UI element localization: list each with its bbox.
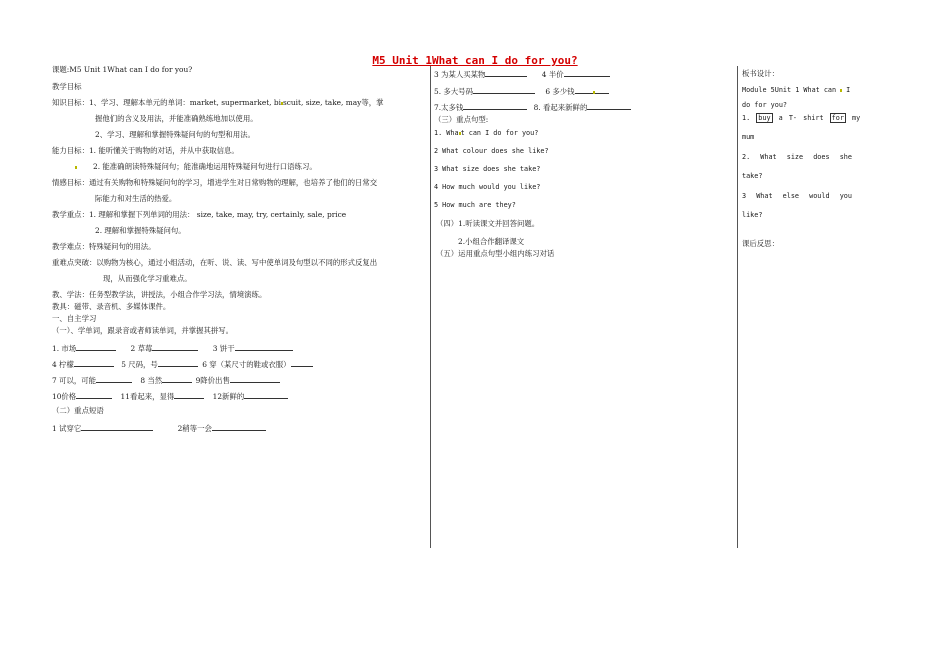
blank-line	[76, 344, 116, 351]
blank-line	[152, 344, 198, 351]
sentence-2: 2 What colour does she like?	[434, 147, 549, 155]
word-row-3	[52, 376, 280, 384]
emotion-goal-line-1: 情感目标：通过有关购物和特殊疑问句的学习，增进学生对日常购物的理解，也培养了他们的日常交	[52, 178, 378, 187]
blank-line	[158, 360, 198, 367]
word-item: 8 当然	[140, 376, 163, 385]
emotion-goal-line-2: 际能力和对生活的热爱。	[95, 194, 177, 203]
key-points-line-1: 教学重点：1. 理解和掌握下列单词的用法： size, take, may, try, certainly, sale, price	[52, 210, 347, 219]
phrase-row-1	[52, 424, 266, 432]
board-line-4: mum	[742, 133, 755, 141]
word-item: 4 柠檬	[52, 360, 74, 369]
word-row-1	[52, 344, 293, 352]
board-text: size	[786, 153, 804, 161]
blank-line	[81, 424, 153, 431]
reflection-heading: 课后反思：	[742, 239, 779, 248]
board-text: 2.	[742, 153, 751, 161]
board-text: would	[809, 192, 830, 200]
board-text: she	[839, 153, 852, 161]
ink-dot	[840, 89, 842, 92]
board-text: What	[760, 153, 777, 161]
blank-line	[485, 70, 527, 77]
phrase-item: 4 半价	[541, 70, 564, 79]
word-row-4	[52, 392, 288, 400]
blank-line	[587, 103, 631, 110]
board-text: does	[813, 153, 830, 161]
sentence-text-b: t can I do for you?	[460, 129, 539, 137]
board-line-8: like?	[742, 211, 763, 219]
difficult-points: 教学难点：特殊疑问句的用法。	[52, 242, 156, 251]
blank-line	[291, 360, 313, 367]
board-text: my	[852, 114, 861, 122]
word-row-2	[52, 360, 313, 368]
phrase-row-4	[434, 103, 631, 111]
board-line-3	[742, 115, 860, 122]
key-sentences-heading: （三）重点句型:	[434, 115, 489, 124]
word-study-instruction: （一）、学单词，跟录音或者师读单词，并掌握其拼写。	[52, 326, 234, 335]
board-text: What	[756, 192, 773, 200]
blank-line	[174, 392, 204, 399]
lesson-topic: 课题:M5 Unit 1What can I do for you?	[52, 65, 193, 74]
word-item: 11看起来，显得	[120, 392, 175, 401]
ability-goal-line-2	[75, 163, 317, 170]
dialogue-practice-task: （五）运用重点句型小组内练习对话	[436, 249, 555, 258]
sentence-5: 5 How much are they?	[434, 201, 516, 209]
breakthrough-line-1: 重难点突破：以购物为核心，通过小组活动，在听、说、读、写中使单词及句型以不同的形式反复出	[52, 258, 378, 267]
word-item: 7 可以，可能	[52, 376, 97, 385]
ability-goal-line-1: 能力目标：1. 能听懂关于购物的对话，并从中获取信息。	[52, 146, 239, 155]
translate-task: 2.小组合作翻译课文	[458, 237, 525, 246]
phrase-item: 1 试穿它	[52, 424, 82, 433]
blank-line	[76, 392, 112, 399]
phrase-row-2	[434, 70, 610, 78]
word-item: 1. 市场	[52, 344, 77, 353]
teaching-aids: 教具：磁带、录音机、多媒体课件。	[52, 302, 171, 311]
blank-line	[244, 392, 288, 399]
board-text: you	[839, 192, 852, 200]
blank-line	[564, 70, 610, 77]
column-divider-left	[430, 66, 431, 548]
word-item: 12新鲜的	[212, 392, 245, 401]
phrase-row-3	[434, 87, 609, 95]
knowledge-goal-line	[52, 99, 384, 106]
knowledge-goal-line-3: 2、学习、理解和掌握特殊疑问句的句型和用法。	[95, 130, 255, 139]
blank-line	[595, 87, 609, 94]
board-line-6: take?	[742, 172, 763, 180]
sentence-text-a: 1. Wha	[434, 129, 459, 137]
key-phrases-heading: （二）重点短语	[52, 406, 104, 415]
self-study-heading: 一、自主学习	[52, 314, 97, 323]
blank-line	[473, 87, 535, 94]
board-text: else	[782, 192, 800, 200]
word-item: 6 穿（某尺寸的鞋或衣服）	[202, 360, 291, 369]
knowledge-goal-line-2: 握他们的含义及用法，并能准确熟练地加以使用。	[95, 114, 258, 123]
board-text: 3	[742, 192, 747, 200]
column-divider-right	[737, 66, 738, 548]
blank-line	[235, 344, 293, 351]
page-title: M5 Unit 1What can I do for you?	[372, 54, 578, 67]
blank-line	[463, 103, 527, 110]
key-points-line-2: 2. 理解和掌握特殊疑问句。	[95, 226, 186, 235]
knowledge-goal-text-a: 知识目标：1、学习、理解本单元的单词：market, supermarket, bi	[52, 98, 281, 107]
board-text: 1.	[742, 114, 751, 122]
breakthrough-line-2: 现，从而强化学习重难点。	[103, 274, 192, 283]
ability-goal-text: 2. 能准确朗读特殊疑问句；能准确地运用特殊疑问句进行口语练习。	[93, 162, 317, 171]
teaching-goals-heading: 教学目标	[52, 82, 82, 91]
word-item: 9降价出售	[195, 376, 230, 385]
word-item: 5 尺码，号	[121, 360, 158, 369]
sentence-3: 3 What size does she take?	[434, 165, 541, 173]
knowledge-goal-text-b: scuit, size, take, may等，掌	[282, 98, 384, 107]
blank-line	[230, 376, 280, 383]
phrase-item: 6 多少钱	[545, 87, 575, 96]
listen-read-task: （四）1.听读课文并回答问题。	[436, 219, 540, 228]
blank-line	[212, 424, 266, 431]
word-item: 3 饼干	[212, 344, 235, 353]
board-text: a T- shirt	[778, 114, 824, 122]
boxed-word-for: for	[831, 114, 844, 122]
blank-line	[575, 87, 593, 94]
phrase-item: 3 为某人买某物	[434, 70, 486, 79]
board-line-2: do for you?	[742, 101, 788, 109]
boxed-word-buy: buy	[758, 114, 771, 122]
blank-line	[96, 376, 132, 383]
word-item: 10价格	[52, 392, 77, 401]
board-text: Module 5Unit 1 What can	[742, 86, 837, 94]
blank-line	[74, 360, 114, 367]
board-line-7	[742, 193, 852, 200]
sentence-4: 4 How much would you like?	[434, 183, 541, 191]
word-item: 2 草莓	[130, 344, 153, 353]
board-line-1	[742, 87, 850, 94]
phrase-item: 8. 看起来新鲜的	[533, 103, 588, 112]
board-design-heading: 板书设计：	[742, 69, 779, 78]
board-line-5	[742, 154, 852, 161]
phrase-item: 5. 多大号码	[434, 87, 473, 96]
ink-dot	[75, 166, 77, 169]
phrase-item: 2稍等一会	[177, 424, 212, 433]
sentence-1	[434, 130, 538, 137]
blank-line	[162, 376, 192, 383]
board-text: I	[846, 86, 851, 94]
phrase-item: 7.太多钱	[434, 103, 464, 112]
teaching-methods: 教、学法：任务型教学法，讲授法，小组合作学习法，情境演练。	[52, 290, 267, 299]
